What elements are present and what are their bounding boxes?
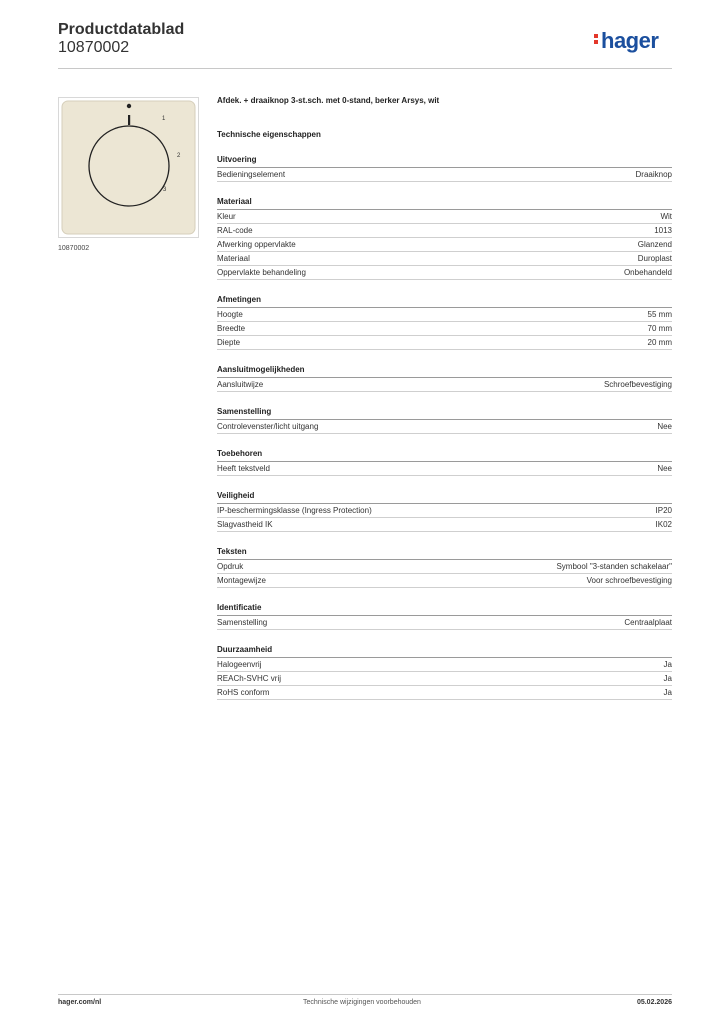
- spec-value: Ja: [663, 660, 672, 669]
- spec-row: [217, 574, 672, 588]
- section-title: Uitvoering: [217, 155, 672, 168]
- footer-disclaimer: Technische wijzigingen voorbehouden: [303, 999, 421, 1006]
- spec-label: Bedieningselement: [217, 170, 286, 179]
- spec-row: [217, 504, 672, 518]
- logo-dots-icon: [594, 32, 599, 46]
- spec-section: [217, 365, 672, 392]
- spec-label: RoHS conform: [217, 688, 270, 697]
- spec-row: [217, 420, 672, 434]
- dial-label-1: 1: [162, 116, 166, 122]
- spec-label: Hoogte: [217, 310, 243, 319]
- spec-label: Aansluitwijze: [217, 380, 264, 389]
- spec-value: Nee: [657, 422, 672, 431]
- spec-label: Kleur: [217, 212, 236, 221]
- dial-pointer: [128, 115, 130, 125]
- spec-value: Voor schroefbevestiging: [586, 576, 672, 585]
- spec-content: [217, 96, 672, 715]
- section-title: Veiligheid: [217, 491, 672, 504]
- spec-label: Afwerking oppervlakte: [217, 240, 296, 249]
- spec-label: Controlevenster/licht uitgang: [217, 422, 319, 431]
- spec-value: Wit: [660, 212, 672, 221]
- spec-value: 20 mm: [647, 338, 672, 347]
- spec-row: [217, 224, 672, 238]
- spec-label: Heeft tekstveld: [217, 464, 270, 473]
- section-title: Samenstelling: [217, 407, 672, 420]
- footer-website: hager.com/nl: [58, 999, 102, 1006]
- section-title: Aansluitmogelijkheden: [217, 365, 672, 378]
- spec-label: Oppervlakte behandeling: [217, 268, 306, 277]
- header-divider: [58, 68, 672, 69]
- spec-row: [217, 658, 672, 672]
- spec-sections: [217, 155, 672, 700]
- spec-row: [217, 336, 672, 350]
- spec-label: Samenstelling: [217, 618, 268, 627]
- section-title: Afmetingen: [217, 295, 672, 308]
- spec-value: Centraalplaat: [624, 618, 672, 627]
- tech-heading: Technische eigenschappen: [217, 130, 321, 139]
- footer-date: 05.02.2026: [636, 999, 672, 1006]
- spec-row: [217, 378, 672, 392]
- spec-row: [217, 686, 672, 700]
- spec-value: 1013: [654, 226, 672, 235]
- page-title: Productdatablad: [58, 21, 185, 38]
- spec-row: [217, 462, 672, 476]
- logo-text: hager: [601, 28, 659, 53]
- spec-label: Slagvastheid IK: [217, 520, 273, 529]
- spec-label: RAL-code: [217, 226, 253, 235]
- spec-value: Glanzend: [637, 240, 672, 249]
- spec-section: [217, 491, 672, 532]
- spec-section: [217, 603, 672, 630]
- spec-row: [217, 168, 672, 182]
- section-title: Teksten: [217, 547, 672, 560]
- product-title: Afdek. + draaiknop 3-st.sch. met 0-stand, berker Arsys, wit: [217, 96, 440, 105]
- section-title: Duurzaamheid: [217, 645, 672, 658]
- spec-label: Breedte: [217, 324, 246, 333]
- spec-value: 55 mm: [647, 310, 672, 319]
- dial-plate-icon: [59, 98, 198, 237]
- spec-value: Onbehandeld: [623, 268, 672, 277]
- product-number: 10870002: [58, 39, 130, 56]
- spec-row: [217, 672, 672, 686]
- spec-row: [217, 252, 672, 266]
- spec-section: [217, 155, 672, 182]
- dial-label-2: 2: [177, 153, 181, 159]
- dial-label-3: 3: [163, 187, 167, 193]
- spec-value: IP20: [655, 506, 672, 515]
- spec-section: [217, 645, 672, 700]
- spec-row: [217, 266, 672, 280]
- spec-section: [217, 197, 672, 280]
- spec-value: Ja: [663, 688, 672, 697]
- section-title: Materiaal: [217, 197, 672, 210]
- spec-row: [217, 518, 672, 532]
- spec-value: Symbool "3-standen schakelaar": [556, 562, 672, 571]
- zero-position-dot: [127, 104, 131, 108]
- spec-label: Materiaal: [217, 254, 250, 263]
- spec-section: [217, 547, 672, 588]
- spec-value: Ja: [663, 674, 672, 683]
- spec-label: Halogeenvrij: [217, 660, 262, 669]
- image-caption: 10870002: [58, 245, 90, 252]
- product-image: [58, 97, 199, 238]
- spec-row: [217, 308, 672, 322]
- spec-section: [217, 295, 672, 350]
- spec-row: [217, 322, 672, 336]
- hager-logo: [594, 28, 658, 54]
- spec-row: [217, 560, 672, 574]
- spec-value: IK02: [655, 520, 672, 529]
- spec-label: Diepte: [217, 338, 241, 347]
- section-title: Toebehoren: [217, 449, 672, 462]
- spec-value: Schroefbevestiging: [603, 380, 672, 389]
- spec-value: 70 mm: [647, 324, 672, 333]
- spec-row: [217, 210, 672, 224]
- spec-row: [217, 238, 672, 252]
- spec-row: [217, 616, 672, 630]
- spec-value: Nee: [657, 464, 672, 473]
- spec-value: Draaiknop: [635, 170, 672, 179]
- section-title: Identificatie: [217, 603, 672, 616]
- footer-divider: [58, 994, 672, 995]
- spec-value: Duroplast: [637, 254, 672, 263]
- spec-label: Montagewijze: [217, 576, 266, 585]
- spec-label: REACh-SVHC vrij: [217, 674, 282, 683]
- spec-label: IP-beschermingsklasse (Ingress Protection): [217, 506, 372, 515]
- spec-section: [217, 449, 672, 476]
- spec-section: [217, 407, 672, 434]
- spec-label: Opdruk: [217, 562, 244, 571]
